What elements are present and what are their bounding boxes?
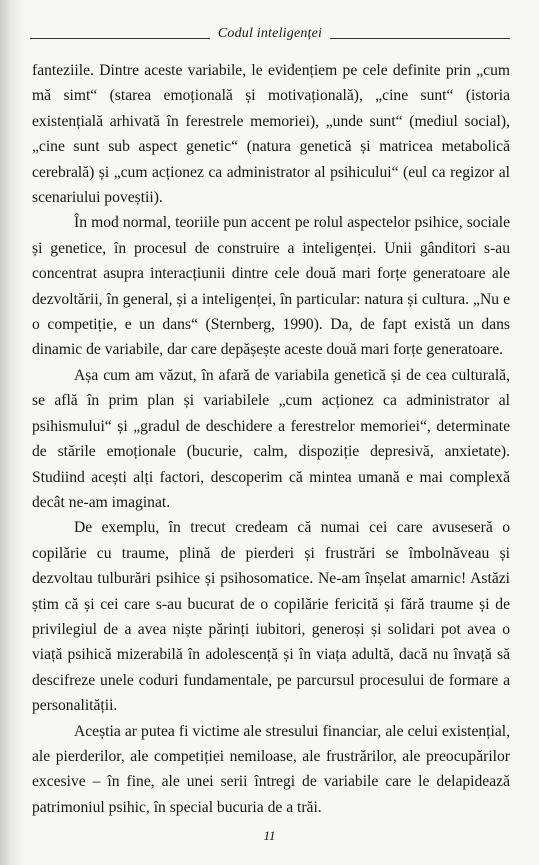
running-header-title: Codul inteligenței (217, 26, 323, 41)
body-text (32, 58, 510, 820)
paragraph: Așa cum am văzut, în afară de variabila genetică și de cea culturală, se află în prim plan și variabilele „cum acționez ca administrator al psihismului“ și „gradul de deschidere a ferestrelor memoriei“, determinate de stările emoționale (bucurie, calm, dispoziție depresivă, anxietate). Studiind acești alți factori, descoperim că mintea umană e mai complexă decât ne-am imaginat. (32, 366, 510, 511)
running-header (30, 22, 510, 46)
paragraph: De exemplu, în trecut credeam că numai cei care avuseseră o copilărie cu traume, plină de pierderi și frustrări se îmbolnăveau și dezvoltau tulburări psihice și psihosomatice. Ne-am înșelat amarnic! Astăzi știm că și cei care s-au bucurat de o copilărie fericită și fără traume și de privilegiul de a avea niște părinți iubitori, generoși și solidari pot avea o viață psihică mizerabilă în adolescență și în viața adultă, dacă nu învață să descifreze unele coduri fundamentale, pe parcursul procesului de formare a personalității. (32, 519, 510, 715)
header-rule-right (330, 38, 510, 39)
paragraph: Aceștia ar putea fi victime ale stresului financiar, ale celui existențial, ale pierderilor, ale competiției nemiloase, ale frustrărilor, ale preocupărilor excesive – în fine, ale unei serii întregi de variabile care le delapidează patrimoniul psihic, în special bucuria de a trăi. (32, 722, 510, 816)
paragraph-continued: fanteziile. Dintre aceste variabile, le evidențiem pe cele definite prin „cum mă simt“ (starea emoțională și motivațională), „cine sunt“ (istoria existențială arhivată în ferestrele memoriei), „unde sunt“ (mediul social), „cine sunt sub aspect genetic“ (natura genetică și matricea metabolică cerebrală) și „cum acționez ca administrator al psihicului“ (eul ca regizor al scenariului poveștii). (32, 62, 510, 207)
paragraph: În mod normal, teoriile pun accent pe rolul aspectelor psihice, sociale și genetice, în procesul de construire a inteligenței. Unii gânditori s-au concentrat asupra interacțiunii dintre cele două mari forțe generatoare ale dezvoltării, în general, și a inteligenței, în particular: natura și cultura. „Nu e o competiție, e un dans“ (Sternberg, 1990). Da, de fapt există un dans dinamic de variabile, dar care depășește aceste două mari forțe generatoare. (32, 214, 510, 359)
page-number: 11 (263, 828, 276, 843)
page-gutter-shadow (0, 0, 26, 865)
header-rule-left (30, 38, 210, 39)
